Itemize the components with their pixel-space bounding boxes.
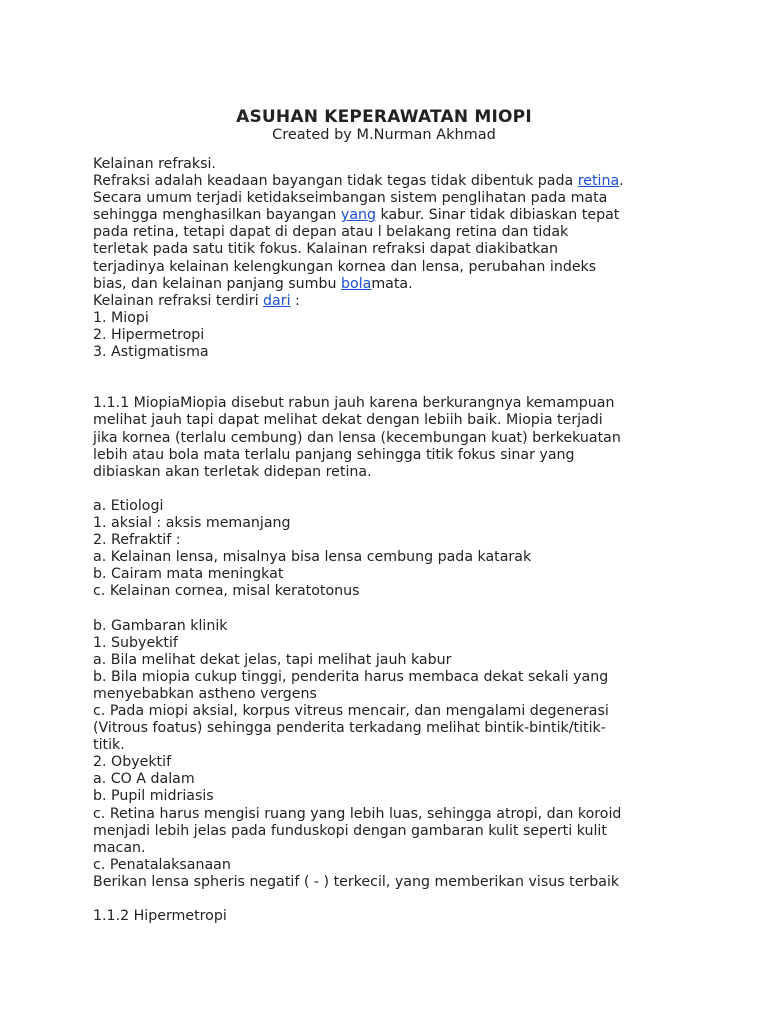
text-line: jika kornea (terlalu cembung) dan lensa (kecembungan kuat) berkekuatan (93, 429, 621, 446)
list-item: b. Cairam mata meningkat (93, 566, 284, 583)
text-line: titik. (93, 737, 125, 754)
document-title: ASUHAN KEPERAWATAN MIOPI (236, 107, 532, 127)
list-item: c. Pada miopi aksial, korpus vitreus mencair, dan mengalami degenerasi (93, 703, 609, 719)
section-heading: a. Etiologi (93, 497, 164, 514)
list-item: 1. Miopi (93, 309, 149, 326)
list-item: c. Kelainan cornea, misal keratotonus (93, 583, 360, 600)
list-item: a. Bila melihat dekat jelas, tapi melihat jauh kabur (93, 651, 452, 668)
text-line: dibiaskan akan terletak didepan retina. (93, 463, 372, 480)
list-item: 1. aksial : aksis memanjang (93, 514, 291, 531)
section-heading: 1.1.2 Hipermetropi (93, 908, 227, 925)
text-line: Berikan lensa spheris negatif ( - ) terkecil, yang memberikan visus terbaik (93, 873, 620, 890)
spacer (93, 891, 683, 908)
text-line: terjadinya kelainan kelengkungan kornea dan lensa, perubahan indeks (93, 258, 597, 275)
list-item: 2. Obyektif (93, 754, 172, 771)
link-yang[interactable]: yang (340, 207, 377, 224)
document-author: Created by M.Nurman Akhmad (272, 127, 496, 143)
list-item: c. Retina harus mengisi ruang yang lebih luas, sehingga atropi, dan koroid (93, 805, 622, 822)
text-line: menyebabkan astheno vergens (93, 685, 317, 702)
spacer (93, 600, 683, 617)
list-item: 2. Hipermetropi (93, 326, 205, 343)
list-item: b. Bila miopia cukup tinggi, penderita harus membaca dekat sekali yang (93, 668, 609, 685)
document-body (93, 156, 683, 925)
link-retina[interactable]: retina (577, 173, 620, 190)
text-line: macan. (93, 839, 146, 856)
spacer (93, 361, 683, 395)
link-dari[interactable]: dari (263, 292, 291, 309)
section-heading: b. Gambaran klinik (93, 617, 228, 634)
section-heading: c. Penatalaksanaan (93, 856, 231, 873)
text-line: Secara umum terjadi ketidakseimbangan sistem penglihatan pada mata (93, 190, 608, 207)
list-item: a. CO A dalam (93, 771, 195, 788)
list-item: 2. Refraktif : (93, 532, 181, 549)
text-line: Refraksi adalah keadaan bayangan tidak tegas tidak dibentuk pada retina. (93, 173, 624, 190)
text-line: melihat jauh tapi dapat melihat dekat dengan lebiih baik. Miopia terjadi (93, 412, 603, 429)
text-line: 1.1.1 MiopiaMiopia disebut rabun jauh karena berkurangnya kemampuan (93, 395, 615, 412)
text-line: (Vitrous foatus) sehingga penderita terkadang melihat bintik-bintik/titik- (93, 720, 606, 737)
text-line: sehingga menghasilkan bayangan yang kabur. Sinar tidak dibiaskan tepat (93, 207, 620, 224)
spacer (93, 481, 683, 498)
list-item: 3. Astigmatisma (93, 344, 209, 361)
text-line: Kelainan refraksi terdiri dari : (93, 292, 300, 309)
text-line: terletak pada satu titik fokus. Kalainan refraksi dapat diakibatkan (93, 241, 558, 258)
link-bola[interactable]: bola (341, 275, 372, 292)
list-item: 1. Subyektif (93, 634, 178, 651)
list-item: b. Pupil midriasis (93, 788, 214, 805)
list-item: a. Kelainan lensa, misalnya bisa lensa cembung pada katarak (93, 549, 532, 566)
text-line: bias, dan kelainan panjang sumbu bolamata. (93, 275, 413, 292)
text-line: pada retina, tetapi dapat di depan atau l belakang retina dan tidak (93, 224, 569, 241)
text-line: menjadi lebih jelas pada funduskopi dengan gambaran kulit seperti kulit (93, 822, 607, 839)
text-line: Kelainan refraksi. (93, 156, 216, 172)
text-line: lebih atau bola mata terlalu panjang sehingga titik fokus sinar yang (93, 446, 575, 463)
